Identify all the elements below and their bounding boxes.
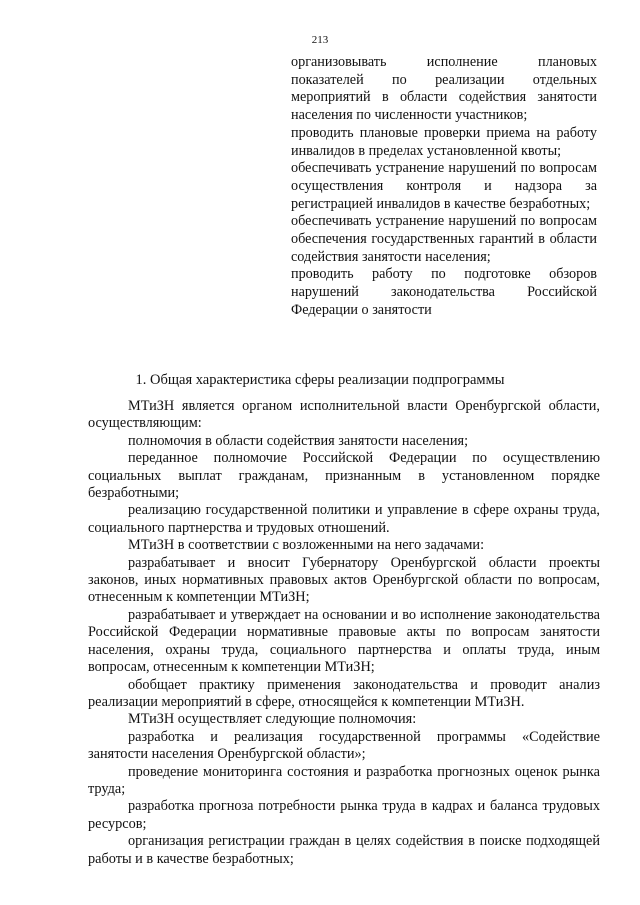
section-heading: 1. Общая характеристика сферы реализации подпрограммы	[135, 372, 505, 388]
continued-list	[291, 54, 597, 320]
list-item: обеспечивать устранение нарушений по вопросам осуществления контроля и надзора за регистрацией инвалидов в качестве безработных;	[291, 160, 597, 212]
section-body	[88, 398, 600, 868]
paragraph: разработка прогноза потребности рынка труда в кадрах и баланса трудовых ресурсов;	[88, 798, 600, 832]
paragraph: обобщает практику применения законодательства и проводит анализ реализации мероприятий в сфере, относящейся к компетенции МТиЗН.	[88, 676, 600, 710]
page-number: 213	[311, 34, 329, 46]
paragraph: МТиЗН осуществляет следующие полномочия:	[128, 711, 417, 728]
paragraph: МТиЗН в соответствии с возложенными на него задачами:	[128, 537, 485, 554]
paragraph: организация регистрации граждан в целях содействия в поиске подходящей работы и в качестве безработных;	[88, 833, 600, 867]
paragraph: МТиЗН является органом исполнительной власти Оренбургской области, осуществляющим:	[88, 398, 600, 432]
paragraph: полномочия в области содействия занятости населения;	[128, 432, 469, 449]
paragraph: разработка и реализация государственной программы «Содействие занятости населения Оренбургской области»;	[88, 728, 600, 763]
paragraph: переданное полномочие Российской Федерации по осуществлению социальных выплат гражданам, признанным в установленном порядке безработными;	[88, 450, 600, 502]
paragraph: разрабатывает и вносит Губернатору Оренбургской области проекты законов, иных нормативных правовых актов Оренбургской области по вопросам, отнесенным к компетенции МТиЗН;	[88, 554, 600, 606]
list-item: обеспечивать устранение нарушений по вопросам обеспечения государственных гарантий в области содействия занятости населения;	[291, 213, 597, 265]
list-item: проводить плановые проверки приема на работу инвалидов в пределах установленной квоты;	[291, 124, 597, 159]
paragraph: разрабатывает и утверждает на основании и во исполнение законодательства Российской Федерации нормативные правовые акты по вопросам занятости населения, охраны труда, социального партнерства и оплаты труда, иным вопросам, отнесенным к компетенции МТиЗН;	[88, 606, 600, 676]
paragraph: проведение мониторинга состояния и разработка прогнозных оценок рынка труда;	[88, 763, 600, 797]
list-item: организовывать исполнение плановых показателей по реализации отдельных мероприятий в области содействия занятости населения по численности участников;	[291, 54, 597, 124]
list-item: проводить работу по подготовке обзоров нарушений законодательства Российской Федерации о занятости	[291, 266, 597, 318]
paragraph: реализацию государственной политики и управление в сфере охраны труда, социального партнерства и трудовых отношений.	[88, 502, 600, 536]
